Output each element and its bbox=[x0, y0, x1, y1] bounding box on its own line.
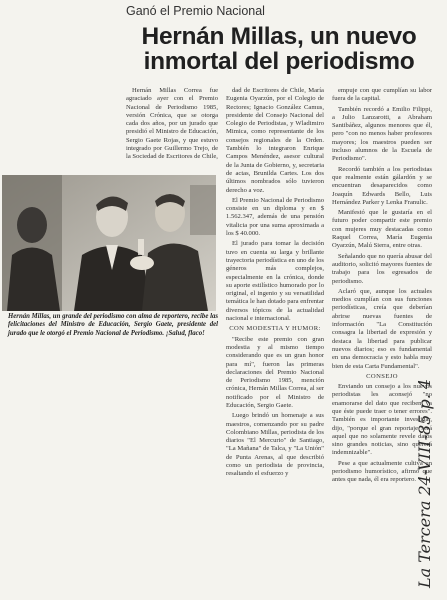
paragraph: empuje con que cumplían su labor fuera de la capital. bbox=[332, 87, 432, 103]
paragraph: Señalando que no quería abusar del auditorio, solicitó mayores fuentes de trabajo para los egresados de periodismo. bbox=[332, 252, 432, 285]
column-2 bbox=[226, 87, 324, 580]
column-1 bbox=[126, 87, 218, 175]
photo-caption: Hernán Millas, un grande del periodismo con alma de reportero, recibe las felicitaciones del Ministro de Educación, Sergio Gaete, presidente del jurado que le otorgó el Premio Nacional de Periodismo. ¡Salud, flaco! bbox=[8, 313, 218, 337]
paragraph: Enviando un consejo a los nuevos periodistas les aconsejó "no enamorarse del dato que reciben, ya que éste puede traer o tener errores". También es importante investigar, dijo, "porque el gran reportaje será aquel que no solamente revele datos sino grandes noticias, sino quererá indemnizable". bbox=[332, 383, 432, 457]
article-kicker: Ganó el Premio Nacional bbox=[126, 4, 265, 18]
subhead: CON MODESTIA Y HUMOR: bbox=[229, 325, 321, 333]
handwriting-text: La Tercera 24-VIII-85 p. 4 bbox=[415, 378, 434, 588]
paragraph: Pese a que actualmente cultiva un periodismo humorístico, afirmó que antes que nada, él era reportero. bbox=[332, 459, 432, 484]
paragraph: El jurado para tomar la decisión tuvo en cuenta su larga y brillante trayectoria periodística en uno de los géneros más complejos, especialmente en la crónica, donde su aporte estilístico humorado por lo original, el ingenio y su versatilidad temática le han dotado para enfrentar diversos tópicos de la actualidad nacional e internacional. bbox=[226, 240, 324, 323]
handwritten-annotation bbox=[408, 290, 444, 590]
paragraph: El Premio Nacional de Periodismo consiste en un diploma y en $ 1.562.347, además de una pensión vitalicia por una suma aproximada a los $ 40.000. bbox=[226, 196, 324, 238]
paragraph: Hernán Millas Correa fue agraciado ayer con el Premio Nacional de Periodismo 1985, versión Crónica, que se otorga cada dos años, por un jurado que presidió el Ministro de Educación, Sergio Gaete Rojas, y que estuvo integrado por Guillermo Trejo, de la Sociedad de Escritores de Chile, bbox=[126, 87, 218, 161]
paragraph: También recordó a Emilio Filippi, a Julio Lanzarotti, a Abraham Santibáñez, algunos menores que él, pero "con no menos haber profesores mayores; los maestros pueden ser incluso alumnos de la Escuela de Periodismo". bbox=[332, 105, 432, 163]
paragraph: Luego brindó un homenaje a sus maestros, comenzando por su padre Colombiano Millas, periodista de los diarios "El Mercurio" de Santiago, "La Mañana" de Talca, y "La Unión" de Punta Arenas, al que describió como un periodista de provincia, resaltando el esfuerzo y bbox=[226, 412, 324, 478]
article-headline: Hernán Millas, un nuevo inmortal del periodismo bbox=[141, 23, 417, 75]
paragraph: dad de Escritores de Chile, María Eugenia Oyarzún, por el Colegio de Rectores; Ignacio González Camus, presidente del Consejo Nacional del Colegio de Periodistas, y Wladimiro Mimica, como representante de los consejos regionales de la Orden. También lo integraron Enrique Campos Menéndez, asesor cultural de la Junta de Gobierno, y, secretaria de actas, Brunilda Cartes. Los dos últimos nombrados sólo tuvieron derecho a voz. bbox=[226, 87, 324, 194]
subhead: CONSEJO bbox=[366, 372, 398, 380]
photo-image bbox=[2, 175, 216, 311]
news-photo bbox=[2, 175, 216, 311]
paragraph: Manifestó que le gustaría en el futuro poder compartir este premio con mujeres muy destacadas como Raquel Correa, María Eugenia Oyarzún, Malú Sierra, entre otras. bbox=[332, 209, 432, 250]
paragraph: Aclaró que, aunque los actuales medios cumplían con sus funciones periodísticas, creía que deberían abrirse nuevas fuentes de información "La Constitución consagra la libertad de expresión y destaca la libertad para publicar nuevos diarios; eso es fundamental en una democracia y esto habla muy bien de esta Carta Fundamental". bbox=[332, 287, 432, 370]
paragraph: Recordó también a los periodistas que realmente están gálardón y se encuentran desaparecidos como Joaquín Edwards Bello, Luis Hernández Parker y Lenka Franulic. bbox=[332, 165, 432, 206]
paragraph: "Recibe este premio con gran modestia y al mismo tiempo considerando que es un gran honor para mí", fueron las primeras declaraciones del Premio Nacional de Periodismo 1985, mención crónica, Hernán Millas Correa, al ser notificado por el Ministro de Educación, Sergio Gaete. bbox=[226, 335, 324, 409]
